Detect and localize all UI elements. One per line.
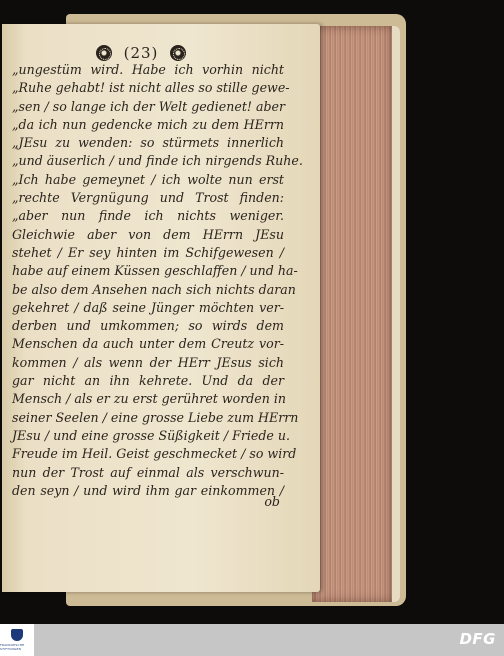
text-line: „JEsu zu wenden: so stürmets innerlich	[12, 135, 284, 151]
text-line: „ungestüm wird. Habe ich vorhin nicht	[12, 62, 284, 77]
left-ornament-icon	[96, 45, 112, 61]
text-line: nun der Trost auf einmal als verschwun-	[12, 464, 284, 480]
institution-logo[interactable]	[0, 624, 34, 656]
institution-logo-icon	[11, 629, 23, 641]
text-line: stehet / Er sey hinten im Schifgewesen /	[12, 244, 284, 260]
text-line: JEsu / und eine grosse Süßigkeit / Friede u.	[12, 427, 290, 443]
text-line: den seyn / und wird ihm gar einkommen /	[12, 482, 284, 498]
page-header	[96, 43, 186, 63]
text-line: gar nicht an ihn kehrete. Und da der	[12, 373, 284, 389]
viewer-footer	[0, 624, 504, 656]
page-number: (23)	[123, 44, 159, 62]
page-text	[12, 61, 303, 500]
text-line: „und äuserlich / und finde ich nirgends Ruhe.	[12, 153, 303, 169]
page-edges	[312, 26, 400, 602]
institution-logo-label: FRANCKESCHE STIFTUNGEN	[0, 643, 25, 651]
right-ornament-icon	[170, 45, 186, 61]
text-line: kommen / als wenn der HErr JEsus sich	[12, 354, 284, 370]
text-line: „aber nun finde ich nichts weniger.	[12, 208, 284, 224]
text-line: „Ruhe gehabt! ist nicht alles so stille gewe-	[12, 80, 290, 96]
dfg-logo[interactable]: DFG	[459, 630, 496, 648]
text-line: „rechte Vergnügung und Trost finden:	[12, 190, 284, 206]
text-line: gekehret / daß seine Jünger möchten ver-	[12, 299, 284, 315]
text-line: Gleichwie aber von dem HErrn JEsu	[12, 226, 284, 242]
text-line: „sen / so lange ich der Welt gedienet! aber	[12, 98, 285, 114]
text-line: Menschen da auch unter dem Creutz vor-	[12, 336, 284, 352]
text-line: habe auf einem Küssen geschlaffen / und ha-	[12, 263, 298, 279]
catchword: ob	[264, 494, 280, 509]
text-line: be also dem Ansehen nach sich nichts daran	[12, 281, 296, 297]
text-line: Freude im Heil. Geist geschmecket / so wird	[12, 446, 297, 462]
text-line: „da ich nun gedencke mich zu dem HErrn	[12, 116, 284, 132]
text-line: derben und umkommen; so wirds dem	[12, 318, 284, 334]
text-line: „Ich habe gemeynet / ich wolte nun erst	[12, 171, 284, 187]
text-line: seiner Seelen / eine grosse Liebe zum HErrn	[12, 409, 299, 425]
text-line: Mensch / als er zu erst gerühret worden in	[12, 391, 287, 407]
